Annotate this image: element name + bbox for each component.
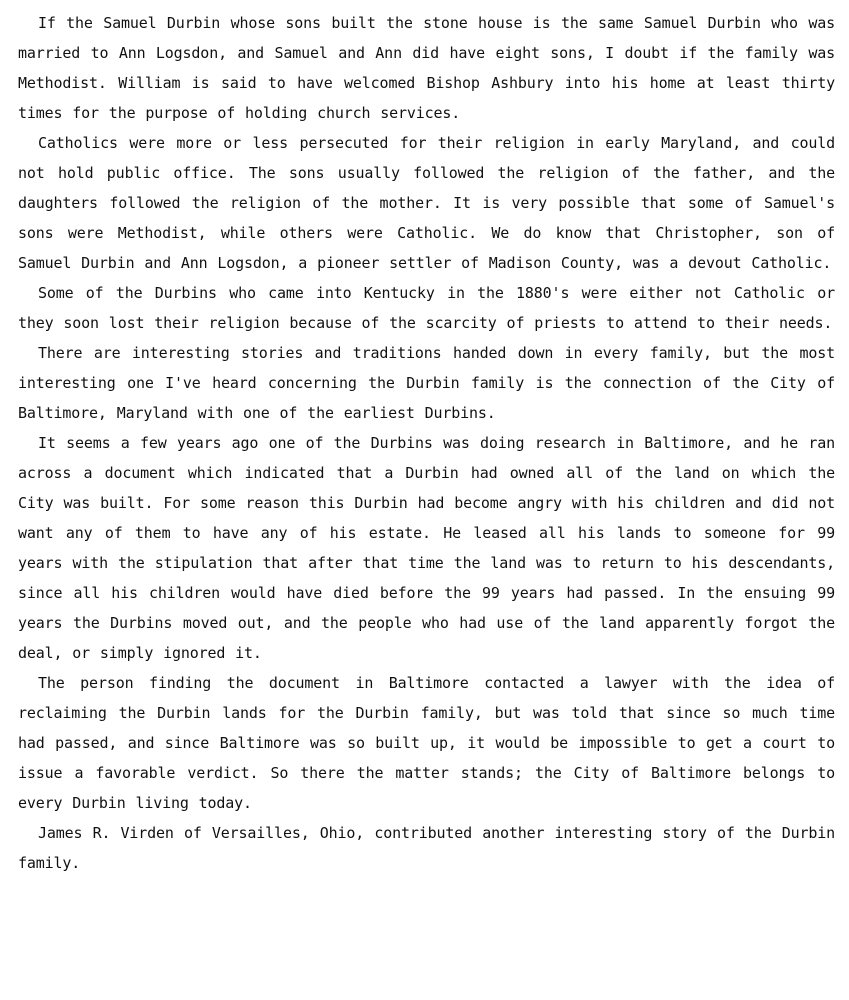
paragraph-7: James R. Virden of Versailles, Ohio, contributed another interesting story of the Durbin family.: [18, 824, 835, 872]
paragraph-1: If the Samuel Durbin whose sons built the stone house is the same Samuel Durbin who was married to Ann Logsdon, and Samuel and Ann did have eight sons, I doubt if the family was Methodist. William is said to have welcomed Bishop Ashbury into his home at least thirty times for the purpose of holding church services.: [18, 14, 835, 122]
paragraph-3: Some of the Durbins who came into Kentucky in the 1880's were either not Catholic or they soon lost their religion because of the scarcity of priests to attend to their needs.: [18, 284, 835, 332]
paragraph-2: Catholics were more or less persecuted for their religion in early Maryland, and could not hold public office. The sons usually followed the religion of the father, and the daughters followed the religion of the mother. It is very possible that some of Samuel's sons were Methodist, while others were Catholic. We do know that Christopher, son of Samuel Durbin and Ann Logsdon, a pioneer settler of Madison County, was a devout Catholic.: [18, 134, 835, 272]
paragraph-4: There are interesting stories and traditions handed down in every family, but the most interesting one I've heard concerning the Durbin family is the connection of the City of Baltimore, Maryland with one of the earliest Durbins.: [18, 344, 835, 422]
paragraph-5: It seems a few years ago one of the Durbins was doing research in Baltimore, and he ran across a document which indicated that a Durbin had owned all of the land on which the City was built. For some reason this Durbin had become angry with his children and did not want any of them to have any of his estate. He leased all his lands to someone for 99 years with the stipulation that after that time the land was to return to his descendants, since all his children would have died before the 99 years had passed. In the ensuing 99 years the Durbins moved out, and the people who had use of the land apparently forgot the deal, or simply ignored it.: [18, 434, 835, 662]
paragraph-6: The person finding the document in Baltimore contacted a lawyer with the idea of reclaiming the Durbin lands for the Durbin family, but was told that since so much time had passed, and since Baltimore was so built up, it would be impossible to get a court to issue a favorable verdict. So there the matter stands; the City of Baltimore belongs to every Durbin living today.: [18, 674, 835, 812]
